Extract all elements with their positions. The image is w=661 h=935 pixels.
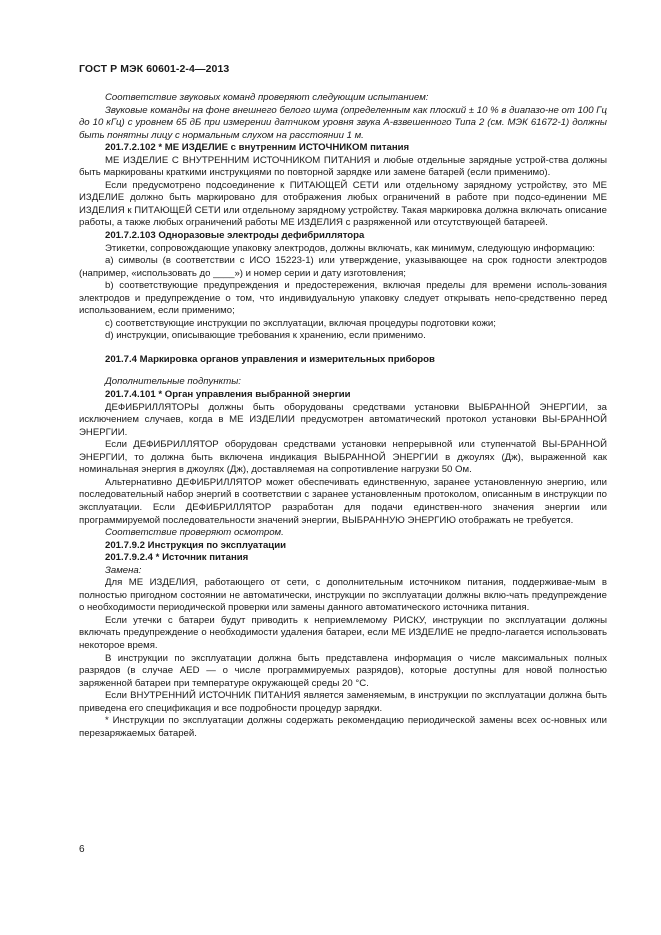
replacement-note: Замена: xyxy=(105,564,142,576)
compliance-note: Соответствие звуковых команд проверяют следующим испытанием: xyxy=(105,92,429,103)
list-item: d) инструкции, описывающие требования к хранению, если применимо. xyxy=(105,330,426,342)
clause-heading: 201.7.9.2 Инструкция по эксплуатации xyxy=(105,539,286,551)
paragraph: Если ДЕФИБРИЛЛЯТОР оборудован средствами установки непрерывной или ступенчатой ВЫ-БРАННОЙ ЭНЕРГИИ, то должна быть включена индикация ВЫБРАННОЙ ЭНЕРГИИ в джоулях (Дж), выраженной как номинальная энергия в джоулях (Дж), доставляемая на сопротивление нагрузки 50 Ом. xyxy=(79,439,607,476)
paragraph: Этикетки, сопровождающие упаковку электродов, должны включать, как минимум, следующую информацию: xyxy=(105,242,595,254)
paragraph: Для МЕ ИЗДЕЛИЯ, работающего от сети, с дополнительным источником питания, поддерживае-мым в полностью пригодном состоянии не автоматически, инструкции по эксплуатации должны вклю-чать предупреждение о необходимости периодической проверки или замены данного автоматического источника питания. xyxy=(79,577,607,614)
paragraph: МЕ ИЗДЕЛИЕ С ВНУТРЕННИМ ИСТОЧНИКОМ ПИТАНИЯ и любые отдельные зарядные устрой-ства должны быть маркированы краткими инструкциями по повторной зарядке или замене батарей (если применимо). xyxy=(79,154,607,179)
paragraph: Если утечки с батареи будут приводить к неприемлемому РИСКУ, инструкции по эксплуатации должны включать предупреждение о необходимости удаления батареи, если МЕ ИЗДЕЛИЕ не предпо-лагается использовать некоторое время. xyxy=(79,614,607,651)
clause-heading: 201.7.2.103 Одноразовые электроды дефибриллятора xyxy=(105,230,365,242)
compliance-note: Соответствие проверяют осмотром. xyxy=(105,527,284,539)
clause-heading: 201.7.2.102 * МЕ ИЗДЕЛИЕ с внутренним ИСТОЧНИКОМ питания xyxy=(105,142,410,154)
page-number: 6 xyxy=(79,844,85,855)
list-item: а) символы (в соответствии с ИСО 15223-1) или утверждение, указывающее на срок годности электродов (например, «использовать до ____») и номер серии и дату изготовления; xyxy=(79,255,607,279)
document-body xyxy=(79,92,607,740)
paragraph: * Инструкции по эксплуатации должны содержать рекомендацию периодической замены всех ос-новных или перезаряжаемых батарей. xyxy=(79,715,607,739)
additional-subclauses: Дополнительные подпункты: xyxy=(105,376,241,388)
compliance-test: Звуковые команды на фоне внешнего белого шума (определенным как плоский ± 10 % в диапазо-не от 100 Гц до 10 кГц) с уровнем 65 дБ при измерении датчиком уровня звука А-взвешенного Типа 2 (см. МЭК 61672-1) должны быть понятны лицу с нормальным слухом на расстоянии 1 м. xyxy=(79,104,607,141)
section-heading: 201.7.4 Маркировка органов управления и измерительных приборов xyxy=(105,353,435,365)
document-header: ГОСТ Р МЭК 60601-2-4—2013 xyxy=(79,63,230,75)
paragraph: В инструкции по эксплуатации должна быть представлена информация о числе максимальных полных разрядов (в случае AED — о числе программируемых разрядов), которые доступны для новой полностью заряженной батареи при температуре окружающей среды 20 °С. xyxy=(79,652,607,689)
paragraph: Если предусмотрено подсоединение к ПИТАЮЩЕЙ СЕТИ или отдельному зарядному устройству, это МЕ ИЗДЕЛИЕ должно быть маркировано для отображения любых ограничений в работе при подсо-единении МЕ ИЗДЕЛИЯ к ПИТАЮЩЕЙ СЕТИ или отдельному зарядному устройству. Такая маркировка должна включать описание работы, а также любых ограничений работы МЕ ИЗДЕЛИЯ с разряженной или отсутствующей батареей. xyxy=(79,179,607,229)
paragraph: Альтернативно ДЕФИБРИЛЛЯТОР может обеспечивать единственную, заранее установленную энергию, или последовательный набор энергий в соответствии с заранее установленным протоколом, описанным в инструкции по эксплуатации. Если ДЕФИБРИЛЛЯТОР разработан для подачи единствен-ного значения энергии или программируемой последовательности значений энергии, ВЫБРАННУЮ ЭНЕРГИЮ отображать не требуется. xyxy=(79,476,607,526)
paragraph: ДЕФИБРИЛЛЯТОРЫ должны быть оборудованы средствами установки ВЫБРАННОЙ ЭНЕРГИИ, за исключением случаев, когда в МЕ ИЗДЕЛИИ предусмотрен автоматический протокол установки ВЫ-БРАННОЙ ЭНЕРГИИ. xyxy=(79,401,607,438)
clause-heading: 201.7.9.2.4 * Источник питания xyxy=(105,552,249,564)
list-item: b) соответствующие предупреждения и предостережения, включая пределы для времени исполь-зования электродов и предупреждение о том, что индивидуальную упаковку следует открывать непо-средственно перед использованием, если применимо; xyxy=(79,280,607,317)
clause-heading: 201.7.4.101 * Орган управления выбранной энергии xyxy=(105,389,351,401)
paragraph: Если ВНУТРЕННИЙ ИСТОЧНИК ПИТАНИЯ является заменяемым, в инструкции по эксплуатации должна быть приведена его спецификация и все подробности процедур зарядки. xyxy=(79,690,607,714)
list-item: c) соответствующие инструкции по эксплуатации, включая процедуры подготовки кожи; xyxy=(105,317,496,329)
